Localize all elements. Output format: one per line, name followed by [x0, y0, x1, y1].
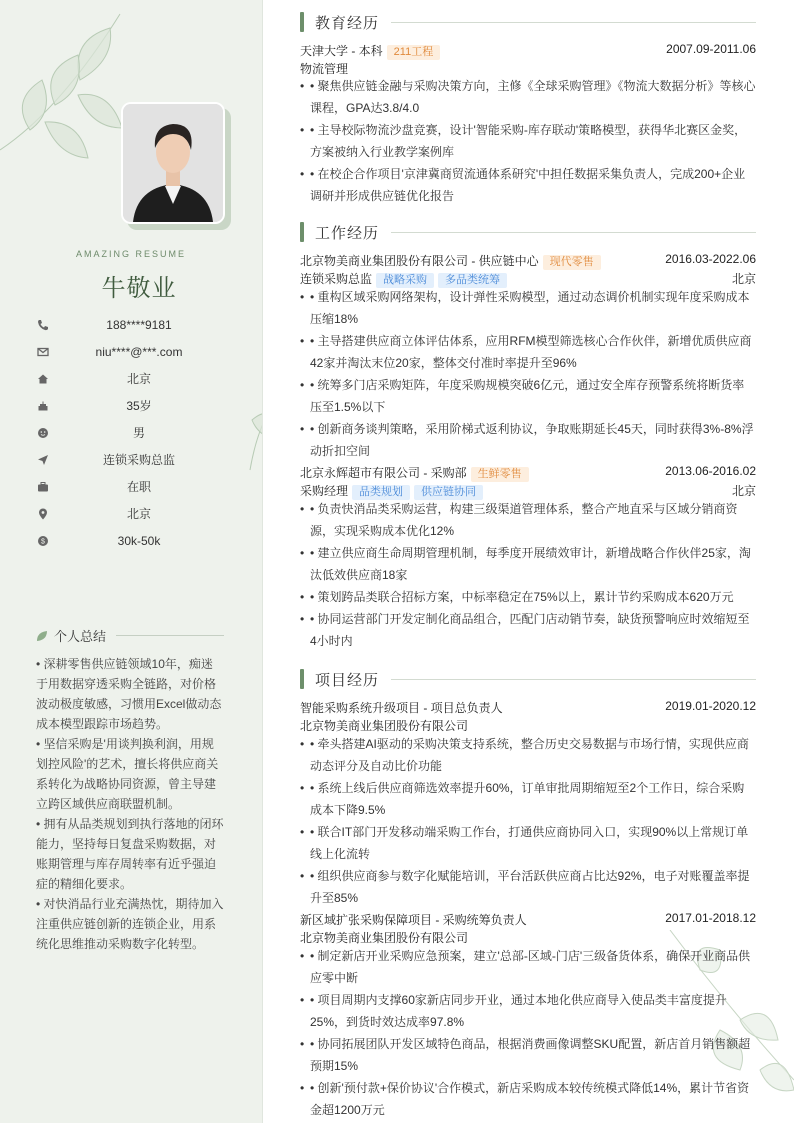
- info-location: [36, 500, 236, 527]
- gender-value: 男: [132, 426, 145, 440]
- job-header: [300, 250, 756, 268]
- contact-info-list: [36, 311, 236, 554]
- summary-paragraph: • 拥有从品类规划到执行落地的闭环能力，坚持每日复盘采购数据，对账期管理与库存周转率有近乎强迫症的精细化要求。: [36, 817, 224, 891]
- info-home: [36, 365, 236, 392]
- accent-bar: [300, 222, 304, 242]
- money-icon: [36, 534, 50, 548]
- list-item: • • 组织供应商参与数字化赋能培训，平台活跃供应商占比达92%，电子对账覆盖率提升至85%: [300, 869, 750, 905]
- job-city: 北京: [731, 484, 756, 498]
- info-age: [36, 392, 236, 419]
- list-item: • • 在校企合作项目'京津冀商贸流通体系研究'中担任数据采集负责人，完成200+企业调研并形成供应链优化报告: [300, 167, 746, 203]
- summary-paragraph: • 对快消品行业充满热忱，期待加入注重供应链创新的连锁企业，用系统化思维推动采购数字化转型。: [36, 897, 224, 951]
- resume-label: AMAZING RESUME: [75, 249, 186, 259]
- job-city: 北京: [731, 272, 756, 286]
- project-date: 2019.01-2020.12: [665, 699, 756, 713]
- list-item: • • 主导校际物流沙盘竞赛，设计'智能采购-库存联动'策略模型，获得华北赛区金奖，方案被纳入行业教学案例库: [300, 123, 747, 159]
- summary-paragraph: • 深耕零售供应链领域10年，痴迷于用数据穿透采购全链路，对价格波动极度敏感，习惯用Excel做动态成本模型跟踪市场趋势。: [36, 657, 222, 731]
- home-icon: [36, 372, 50, 386]
- industry-tag: 现代零售: [543, 255, 601, 270]
- projects-heading: [300, 669, 756, 689]
- list-item: • • 重构区域采购网络架构，设计弹性采购模型，通过动态调价机制实现年度采购成本压缩18%: [300, 290, 750, 326]
- project-bullets: [300, 945, 756, 1121]
- list-item: • • 协同拓展团队开发区域特色商品，根据消费画像调整SKU配置，新店首月销售额超预期15%: [300, 1037, 751, 1073]
- list-item: • • 创新商务谈判策略，采用阶梯式返利协议，争取账期延长45天，同时获得3%-8%浮动折扣空间: [300, 422, 754, 458]
- industry-tag: 生鲜零售: [471, 467, 529, 482]
- project-date: 2017.01-2018.12: [665, 911, 756, 925]
- accent-bar: [300, 12, 304, 32]
- list-item: • • 主导搭建供应商立体评估体系，应用RFM模型筛选核心合作伙伴，新增优质供应商42家并淘汰末位20家，整体交付准时率提升至96%: [300, 334, 752, 370]
- list-item: • • 系统上线后供应商筛选效率提升60%，订单审批周期缩短至2个工作日，综合采购成本下降9.5%: [300, 781, 745, 817]
- leaf-icon: [36, 630, 48, 642]
- summary-paragraph: • 坚信采购是'用谈判换利润，用规划控风险'的艺术，擅长将供应商关系转化为战略协同资源，曾主导建立跨区域供应商联盟机制。: [36, 737, 219, 811]
- location-icon: [36, 507, 50, 521]
- project-name: 智能采购系统升级项目 - 项目总负责人: [300, 701, 503, 715]
- info-status: [36, 473, 236, 500]
- list-item: • • 协同运营部门开发定制化商品组合，匹配门店动销节奏，缺货预警响应时效缩短至4小时内: [300, 612, 750, 648]
- send-icon: [36, 453, 50, 467]
- cake-icon: [36, 399, 50, 413]
- avatar-photo-icon: [123, 104, 223, 222]
- location-value: 北京: [126, 507, 151, 521]
- list-item: • • 牵头搭建AI驱动的采购决策支持系统，整合历史交易数据与市场行情，实现供应商动态评分及自动比价功能: [300, 737, 749, 773]
- summary-heading: [36, 626, 224, 645]
- divider: [391, 22, 756, 23]
- list-item: • • 项目周期内支撑60家新店同步开业，通过本地化供应商导入使品类丰富度提升25%，到货时效达成率97.8%: [300, 993, 727, 1029]
- job-header: [300, 462, 756, 480]
- education-heading: [300, 12, 756, 32]
- project-header: [300, 697, 756, 715]
- age-value: 35岁: [126, 399, 152, 413]
- skill-tag: 战略采购: [376, 273, 434, 288]
- school-name: 天津大学 - 本科: [300, 44, 383, 58]
- info-phone: [36, 311, 236, 338]
- phone-icon: [36, 318, 50, 332]
- list-item: • • 策划跨品类联合招标方案，中标率稳定在75%以上，累计节约采购成本620万元: [300, 590, 734, 604]
- job-role: 连锁采购总监: [300, 272, 373, 286]
- person-name: 牛敬业: [101, 275, 177, 302]
- job-date: 2013.06-2016.02: [665, 464, 756, 478]
- job-bullets: [300, 498, 756, 652]
- list-item: • • 制定新店开业采购应急预案，建立'总部-区域-门店'三级备货体系，确保开业商品供应零中断: [300, 949, 751, 985]
- person-icon: [36, 426, 50, 440]
- email-value: niu****@***.com: [95, 344, 183, 359]
- info-gender: [36, 419, 236, 446]
- salary-value: 30k-50k: [117, 533, 161, 548]
- skill-tag: 品类规划: [352, 485, 410, 500]
- education-entry-header: [300, 40, 756, 58]
- list-item: • • 负责快消品类采购运营，构建三级渠道管理体系，整合产地直采与区域分销商资源，实现采购成本优化12%: [300, 502, 738, 538]
- major: 物流管理: [300, 62, 349, 76]
- education-date: 2007.09-2011.06: [666, 42, 756, 56]
- list-item: • • 建立供应商生命周期管理机制，每季度开展绩效审计，新增战略合作伙伴25家，淘汰低效供应商18家: [300, 546, 751, 582]
- section-title: 教育经历: [315, 14, 380, 32]
- divider: [391, 232, 756, 233]
- company-name: 北京物美商业集团股份有限公司 - 供应链中心: [300, 254, 539, 268]
- divider: [116, 635, 224, 636]
- hometown-value: 北京: [126, 372, 151, 386]
- phone-value: 188****9181: [106, 317, 172, 332]
- project-org: 北京物美商业集团股份有限公司: [300, 931, 469, 945]
- sidebar: [0, 0, 263, 1123]
- status-value: 在职: [126, 480, 151, 494]
- list-item: • • 统筹多门店采购矩阵，年度采购规模突破6亿元，通过安全库存预警系统将断货率压至1.5%以下: [300, 378, 745, 414]
- avatar: [121, 102, 225, 224]
- skill-tag: 多品类统筹: [438, 273, 507, 288]
- company-name: 北京永辉超市有限公司 - 采购部: [300, 466, 467, 480]
- project-org: 北京物美商业集团股份有限公司: [300, 719, 469, 733]
- info-salary: [36, 527, 236, 554]
- summary-text: [36, 654, 224, 954]
- divider: [391, 679, 756, 680]
- section-title: 项目经历: [315, 671, 380, 689]
- job-role-line: [300, 268, 756, 286]
- job-bullets: [300, 286, 756, 462]
- info-target-role: [36, 446, 236, 473]
- project-name: 新区域扩张采购保障项目 - 采购统筹负责人: [300, 913, 527, 927]
- target-role-value: 连锁采购总监: [102, 453, 175, 467]
- list-item: • • 联合IT部门开发移动端采购工作台，打通供应商协同入口，实现90%以上常规订单线上化流转: [300, 825, 749, 861]
- education-bullets: [300, 75, 756, 207]
- info-email: [36, 338, 236, 365]
- project-org-line: [300, 927, 756, 945]
- list-item: • • 聚焦供应链金融与采购决策方向，主修《全球采购管理》《物流大数据分析》等核心课程，GPA达3.8/4.0: [300, 79, 756, 115]
- project-bullets: [300, 733, 756, 909]
- project-header: [300, 909, 756, 927]
- svg-text:$: $: [41, 538, 45, 545]
- list-item: • • 创新'预付款+保价协议'合作模式，新店采购成本较传统模式降低14%，累计节省资金超1200万元: [300, 1081, 750, 1117]
- education-major-line: [300, 58, 756, 76]
- section-title: 工作经历: [315, 224, 380, 242]
- job-role-line: [300, 480, 756, 498]
- work-heading: [300, 222, 756, 242]
- school-tag: 211工程: [387, 45, 441, 60]
- mail-icon: [36, 345, 50, 359]
- job-date: 2016.03-2022.06: [665, 252, 756, 266]
- briefcase-icon: [36, 480, 50, 494]
- summary-title: 个人总结: [54, 629, 107, 644]
- project-org-line: [300, 715, 756, 733]
- accent-bar: [300, 669, 304, 689]
- job-role: 采购经理: [300, 484, 349, 498]
- skill-tag: 供应链协同: [414, 485, 483, 500]
